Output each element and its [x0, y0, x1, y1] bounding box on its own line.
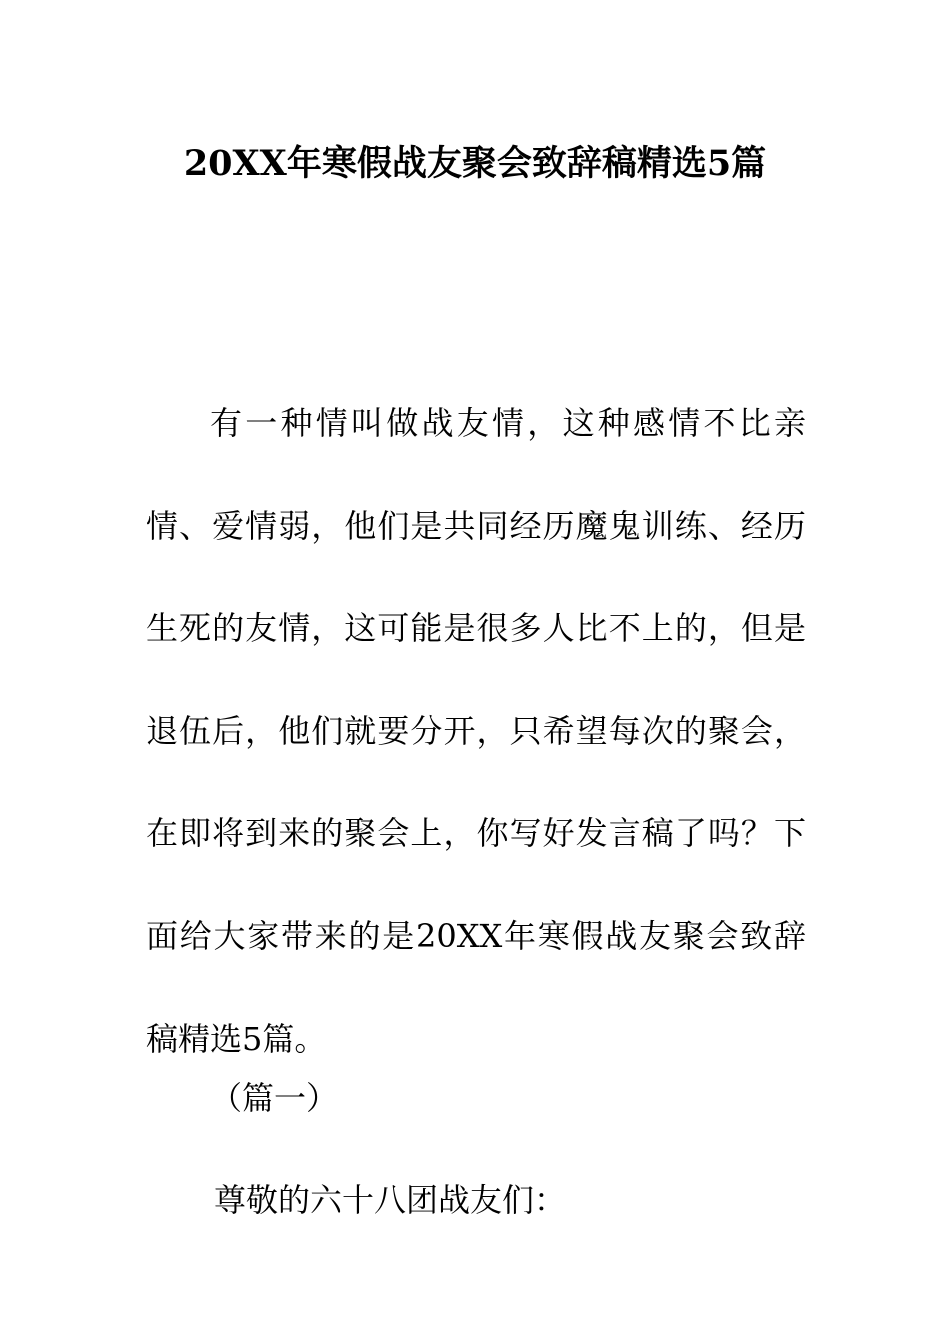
salutation: 尊敬的六十八团战友们：	[214, 1181, 567, 1219]
document-title: 20XX年寒假战友聚会致辞稿精选5篇	[183, 143, 767, 184]
intro-paragraph: 有一种情叫做战友情，这种感情不比亲情、爱情弱，他们是共同经历魔鬼训练、经历生死的友情，这可能是很多人比不上的，但是退伍后，他们就要分开，只希望每次的聚会，在即将到来的聚会上，你写好发言稿了吗？下面给大家带来的是20XX年寒假战友聚会致辞稿精选5篇。	[146, 404, 806, 1058]
section-label: （篇一）	[210, 1079, 339, 1117]
